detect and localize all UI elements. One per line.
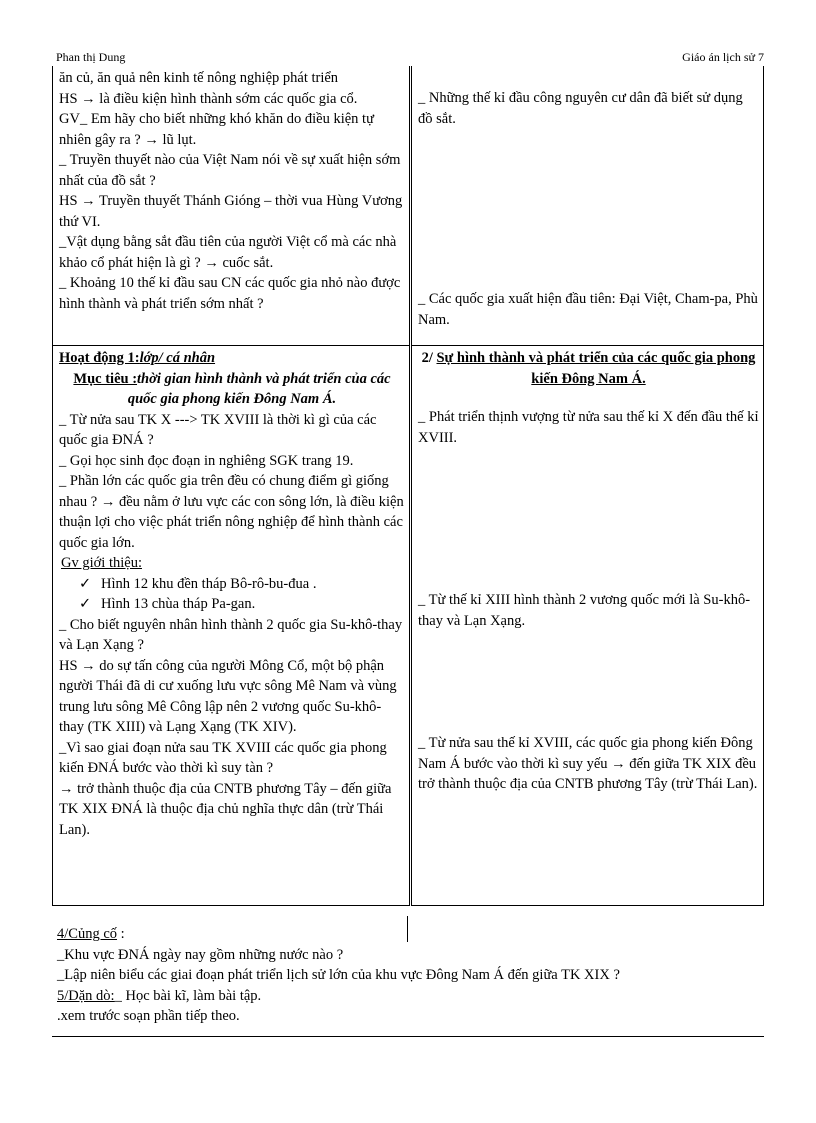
lesson-footer <box>57 924 777 1027</box>
homework-label: 5/Dặn dò: <box>57 987 115 1004</box>
consolidate-heading <box>57 924 777 945</box>
text-line: _ Gọi học sinh đọc đoạn in nghiêng SGK trang 19. <box>59 452 354 469</box>
text-line: _ Từ nửa sau TK X ---> TK XVIII là thời kì gì của các quốc gia ĐNÁ ? <box>59 411 377 448</box>
homework-line <box>57 986 777 1007</box>
checkmark-icon: ✓ <box>79 575 92 592</box>
text-line: _Vì sao giai đoạn nửa sau TK XVIII các quốc gia phong kiến ĐNÁ bước vào thời kì suy tàn ? <box>59 739 387 776</box>
text-line: _ Khoảng 10 thế kỉ đầu sau CN các quốc gia nhỏ nào được hình thành và phát triển sớm nhất ? <box>59 275 401 312</box>
homework-text: _ Học bài kĩ, làm bài tập. <box>114 987 262 1004</box>
objective-text: thời gian hình thành và phát triển của các quốc gia phong kiến Đông Nam Á. <box>127 370 391 407</box>
text-line: _ Truyền thuyết nào của Việt Nam nói về sự xuất hiện sớm nhất của đồ sắt ? <box>59 152 401 189</box>
section-title <box>418 348 759 389</box>
section-title-text: Sự hình thành và phát triển của các quốc gia phong kiến Đông Nam Á. <box>436 350 756 387</box>
text-line: _ Từ nửa sau thế kỉ XVIII, các quốc gia phong kiến Đông Nam Á bước vào thời kì suy yếu → đến giữa TK XIX đều trở thành thuộc địa của CNTB phương Tây (trừ Thái Lan). <box>418 735 758 792</box>
text-line: ăn củ, ăn quả nên kinh tế nông nghiệp phát triển <box>59 70 339 86</box>
table-row <box>53 346 764 906</box>
objective <box>59 369 405 410</box>
text-line: _ Cho biết nguyên nhân hình thành 2 quốc gia Su-khô-thay và Lạn Xạng ? <box>59 616 403 653</box>
text-line: _ Những thế kỉ đầu công nguyên cư dân đã biết sử dụng đồ sắt. <box>418 90 743 127</box>
header-subject: Giáo án lịch sử 7 <box>682 50 764 64</box>
consolidate-colon: : <box>117 926 125 942</box>
objective-label: Mục tiêu : <box>73 370 138 387</box>
lesson-table <box>52 66 764 906</box>
text-line: → trở thành thuộc địa của CNTB phương Tây – đến giữa TK XIX ĐNÁ là thuộc địa chủ nghĩa thực dân (trừ Thái Lan). <box>59 780 392 838</box>
check-item <box>79 594 405 615</box>
activity-mode: lớp/ cá nhân <box>139 350 216 366</box>
text-line: _ Từ thế kỉ XIII hình thành 2 vương quốc mới là Su-khô-thay và Lạn Xạng. <box>418 592 751 629</box>
text-line: _Khu vực ĐNÁ ngày nay gồm những nước nào ? <box>57 946 344 963</box>
check-item-text: Hình 13 chùa tháp Pa-gan. <box>101 596 256 612</box>
section-number: 2/ <box>421 350 437 366</box>
intro-label: Gv giới thiệu: <box>61 555 142 571</box>
header-author: Phan thị Dung <box>56 50 126 64</box>
checkmark-icon: ✓ <box>79 596 92 612</box>
activity-heading <box>59 348 405 369</box>
text-line: _ Phát triển thịnh vượng từ nửa sau thế kỉ X đến đầu thế kỉ XVIII. <box>418 409 759 446</box>
text-line: GV_ Em hãy cho biết những khó khăn do điều kiện tự nhiên gây ra ? → lũ lụt. <box>59 111 374 148</box>
text-line: _ Các quốc gia xuất hiện đầu tiên: Đại Việt, Cham-pa, Phù Nam. <box>418 291 758 328</box>
text-line: HS → là điều kiện hình thành sớm các quốc gia cổ. <box>59 90 358 107</box>
bottom-divider <box>52 1036 764 1037</box>
teacher-student-activity-cell <box>53 346 411 906</box>
activity-label: Hoạt động 1: <box>59 350 140 366</box>
text-line: _ Phần lớn các quốc gia trên đều có chung điểm gì giống nhau ? → đều nằm ở lưu vực các con sông lớn, là điều kiện thuận lợi cho việc phát triển nông nghiệp để hình thành các quốc gia lớn. <box>59 473 404 551</box>
table-row <box>53 66 764 346</box>
content-cell <box>411 346 764 906</box>
text-line: HS → do sự tấn công của người Mông Cổ, một bộ phận người Thái đã di cư xuống lưu vực sông Mê Nam và vùng trung lưu sông Mê Công lập nên 2 vương quốc Su-khô-thay (TK XIII) và Lạng Xạng (TK XIV). <box>59 657 397 735</box>
content-cell <box>411 66 764 346</box>
text-line: _Lập niên biểu các giai đoạn phát triển lịch sử lớn của khu vực Đông Nam Á đến giữa TK XIX ? <box>57 967 620 983</box>
text-line: .xem trước soạn phần tiếp theo. <box>57 1008 240 1024</box>
check-item-text: Hình 12 khu đền tháp Bô-rô-bu-đua . <box>101 575 317 592</box>
text-line: _Vật dụng bằng sắt đầu tiên của người Việt cổ mà các nhà khảo cổ phát hiện là gì ? → cuốc sắt. <box>59 234 397 271</box>
check-item <box>79 574 405 595</box>
consolidate-label: 4/Củng cố <box>57 926 118 942</box>
text-line: HS → Truyền thuyết Thánh Gióng – thời vua Hùng Vương thứ VI. <box>59 193 403 230</box>
teacher-student-activity-cell <box>53 66 411 346</box>
